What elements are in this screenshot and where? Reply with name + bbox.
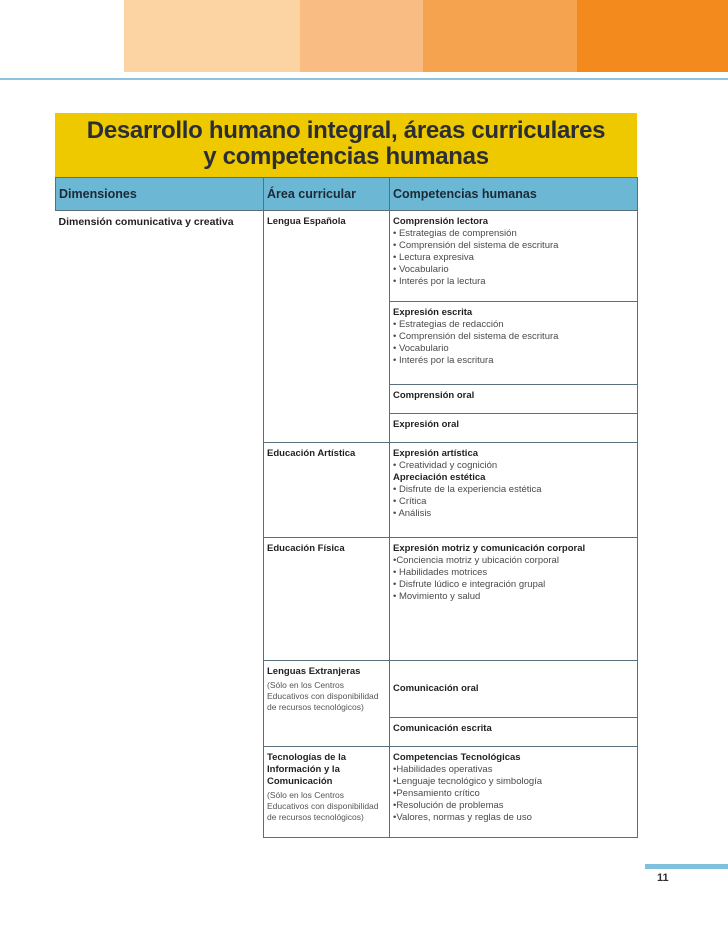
title-line-2: y competencias humanas: [203, 143, 489, 170]
comp-item: • Vocabulario: [393, 264, 449, 275]
comp-item: •Conciencia motriz y ubicación corporal: [393, 555, 559, 566]
dimension-label: Dimensión comunicativa y creativa: [58, 216, 234, 228]
comp-item: • Crítica: [393, 496, 427, 507]
comp-item: • Análisis: [393, 508, 432, 519]
comp-cell-lectora: [390, 211, 638, 302]
area-cell-tic: [264, 747, 390, 838]
comp-item: •Resolución de problemas: [393, 800, 504, 811]
comp-cell-expr-oral: [390, 414, 638, 443]
comp-label: Comprensión oral: [393, 390, 475, 401]
comp-label: Expresión escrita: [393, 307, 473, 318]
header-band-1: [0, 0, 124, 72]
area-note: (Sólo en los Centros Educativos con disponibilidad de recursos tecnológicos): [267, 790, 379, 822]
comp-label: Comunicación escrita: [393, 723, 492, 734]
comp-item: • Disfrute lúdico e integración grupal: [393, 579, 546, 590]
table-row: [56, 211, 638, 302]
area-note: (Sólo en los Centros Educativos con disponibilidad de recursos tecnológicos): [267, 680, 379, 712]
comp-label: Apreciación estética: [393, 472, 486, 483]
comp-cell-com-escrita: [390, 718, 638, 747]
comp-cell-escrita: [390, 302, 638, 385]
comp-item: • Lectura expresiva: [393, 252, 474, 263]
comp-cell-comp-oral: [390, 385, 638, 414]
header-band-3: [300, 0, 423, 72]
comp-item: • Movimiento y salud: [393, 591, 481, 602]
header-band-2: [124, 0, 300, 72]
comp-item: • Habilidades motrices: [393, 567, 488, 578]
header-band-5: [577, 0, 728, 72]
comp-item: • Disfrute de la experiencia estética: [393, 484, 542, 495]
area-label: Educación Artística: [267, 448, 356, 459]
table-header-row: [56, 178, 638, 211]
comp-cell-tecno: [390, 747, 638, 838]
comp-item: • Interés por la lectura: [393, 276, 486, 287]
header-area: Área curricular: [264, 178, 390, 211]
comp-label: Comprensión lectora: [393, 216, 489, 227]
comp-item: • Interés por la escritura: [393, 355, 494, 366]
header-dimensiones: Dimensiones: [56, 178, 264, 211]
header-band-4: [423, 0, 577, 72]
title-line-1: Desarrollo humano integral, áreas curriculares: [86, 117, 606, 144]
comp-cell-motriz: [390, 538, 638, 661]
page-number: 11: [657, 872, 669, 884]
area-label: Lenguas Extranjeras: [267, 666, 361, 677]
area-label: Educación Física: [267, 543, 345, 554]
header-rule: [0, 78, 728, 80]
page-title: [55, 118, 637, 170]
page-number-rule: [645, 864, 728, 869]
comp-item: • Estrategias de redacción: [393, 319, 504, 330]
comp-cell-artistica: [390, 443, 638, 538]
comp-label: Competencias Tecnológicas: [393, 752, 521, 763]
comp-label: Expresión oral: [393, 419, 459, 430]
comp-item: •Valores, normas y reglas de uso: [393, 812, 532, 823]
area-cell-lengua: [264, 211, 390, 443]
area-cell-fisica: [264, 538, 390, 661]
curriculum-table: [55, 177, 638, 838]
area-label: Tecnologías de la Información y la Comunicación: [267, 752, 347, 787]
comp-label: Comunicación oral: [393, 683, 479, 694]
comp-cell-com-oral: [390, 661, 638, 718]
area-cell-extranjeras: [264, 661, 390, 747]
area-label: Lengua Española: [267, 216, 346, 227]
comp-item: • Vocabulario: [393, 343, 449, 354]
comp-item: •Habilidades operativas: [393, 764, 493, 775]
dimension-cell: [56, 211, 264, 838]
comp-item: • Estrategias de comprensión: [393, 228, 517, 239]
comp-item: • Comprensión del sistema de escritura: [393, 331, 559, 342]
comp-label: Expresión motriz y comunicación corporal: [393, 543, 586, 554]
area-cell-artistica: [264, 443, 390, 538]
comp-item: •Pensamiento crítico: [393, 788, 480, 799]
comp-item: • Comprensión del sistema de escritura: [393, 240, 559, 251]
header-competencias: Competencias humanas: [390, 178, 638, 211]
comp-item: •Lenguaje tecnológico y simbología: [393, 776, 543, 787]
comp-label: Expresión artística: [393, 448, 479, 459]
comp-item: • Creatividad y cognición: [393, 460, 498, 471]
